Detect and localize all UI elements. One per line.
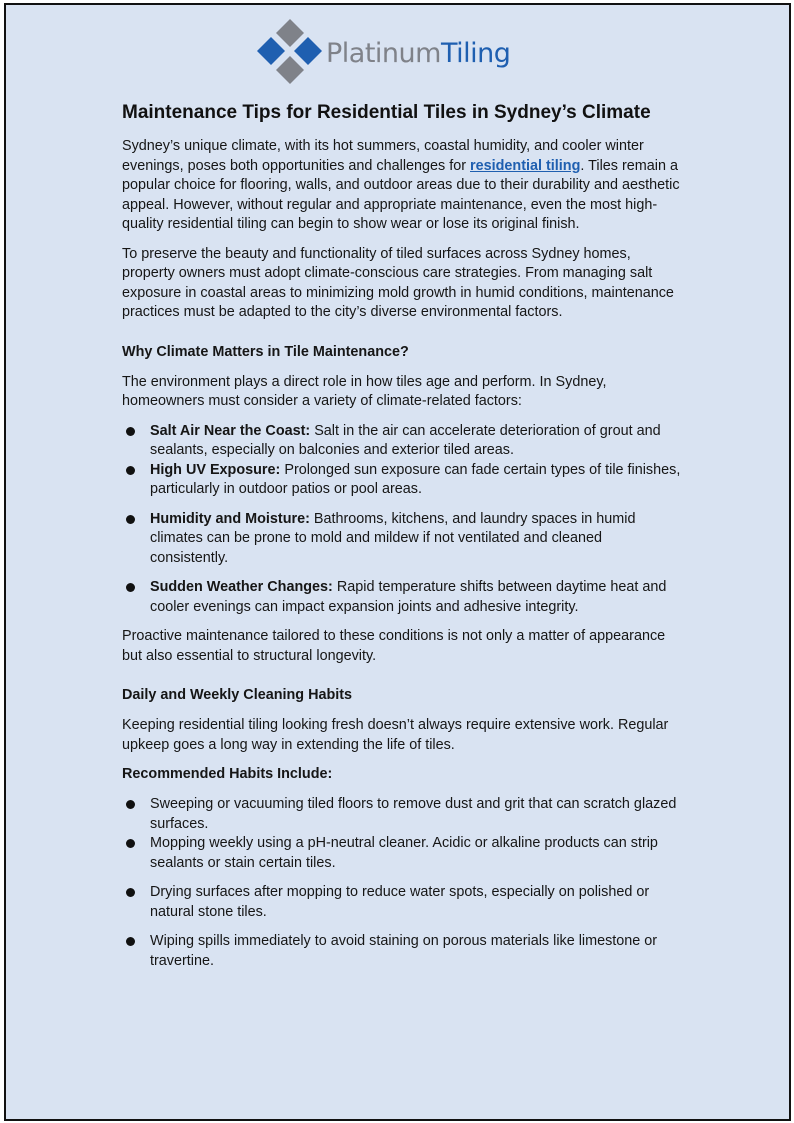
- bullet-text: Mopping weekly using a pH-neutral cleaner. Acidic or alkaline products can strip sealants or stain certain tiles.: [150, 835, 658, 871]
- bullet-text: Prolonged sun exposure can fade certain types of tile finishes, particularly in outdoor patios or pool areas.: [150, 461, 681, 497]
- cleaning-habits-list: [122, 795, 682, 971]
- bullet-icon: [126, 800, 135, 809]
- bullet-icon: [126, 427, 135, 436]
- bullet-icon: [126, 839, 135, 848]
- page-title: Maintenance Tips for Residential Tiles in Sydney’s Climate: [122, 102, 651, 123]
- list-item: [122, 932, 682, 971]
- intro-text-after: . Tiles remain a popular choice for flooring, walls, and outdoor areas due to their durability and aesthetic appeal. However, without regular and appropriate maintenance, even the most high-quality residential tiling can begin to show wear or lose its original finish.: [122, 157, 680, 232]
- section-1-closing: Proactive maintenance tailored to these conditions is not only a matter of appearance but also essential to structural longevity.: [122, 628, 666, 664]
- bullet-text: Drying surfaces after mopping to reduce water spots, especially on polished or natural stone tiles.: [150, 884, 650, 920]
- list-item: [122, 578, 682, 617]
- bullet-label: High UV Exposure:: [150, 461, 281, 478]
- list-item: [122, 883, 682, 922]
- article-body: [122, 101, 682, 981]
- bullet-text: Bathrooms, kitchens, and laundry spaces in humid climates can be prone to mold and mildew if not ventilated and cleaned consistently.: [150, 510, 636, 566]
- bullet-label: Humidity and Moisture:: [150, 510, 310, 527]
- bullet-text: Sweeping or vacuuming tiled floors to remove dust and grit that can scratch glazed surfaces.: [150, 796, 677, 832]
- residential-tiling-link[interactable]: residential tiling: [470, 157, 581, 174]
- subheading-recommended-habits: Recommended Habits Include:: [122, 766, 333, 782]
- list-item: [122, 834, 682, 873]
- section-1-intro: The environment plays a direct role in how tiles age and perform. In Sydney, homeowners must consider a variety of climate-related factors:: [122, 373, 607, 409]
- logo-word-platinum: Platinum: [326, 38, 441, 69]
- bullet-icon: [126, 888, 135, 897]
- list-item: [122, 461, 682, 500]
- bullet-text: Rapid temperature shifts between daytime heat and cooler evenings can impact expansion joints and adhesive integrity.: [150, 579, 667, 615]
- bullet-icon: [126, 466, 135, 475]
- bullet-label: Salt Air Near the Coast:: [150, 422, 311, 439]
- bullet-icon: [126, 937, 135, 946]
- document-page: [4, 3, 791, 1121]
- list-item: [122, 510, 682, 569]
- section-2-intro: Keeping residential tiling looking fresh doesn’t always require extensive work. Regular upkeep goes a long way in extending the life of tiles.: [122, 717, 669, 753]
- logo-word-tiling: Tiling: [440, 38, 511, 69]
- logo-wordmark: [326, 39, 510, 69]
- intro-text-before: Sydney’s unique climate, with its hot summers, coastal humidity, and cooler winter evenings, poses both opportunities and challenges for: [122, 138, 644, 174]
- bullet-label: Sudden Weather Changes:: [150, 579, 333, 595]
- logo-diamond-icon: [253, 19, 323, 85]
- list-item: [122, 422, 682, 461]
- section-heading-climate: Why Climate Matters in Tile Maintenance?: [122, 343, 409, 360]
- intro-paragraph: [122, 137, 682, 235]
- climate-factors-list: [122, 422, 682, 618]
- section-heading-cleaning: Daily and Weekly Cleaning Habits: [122, 687, 353, 703]
- paragraph-2: To preserve the beauty and functionality of tiled surfaces across Sydney homes, property owners must adopt climate-conscious care strategies. From managing salt exposure in coastal areas to minimizing mold growth in humid conditions, maintenance practices must be adapted to the city’s diverse environmental factors.: [122, 245, 674, 320]
- logo: [253, 19, 553, 85]
- bullet-icon: [126, 515, 135, 524]
- list-item: [122, 795, 682, 834]
- bullet-icon: [126, 583, 135, 592]
- bullet-text: Wiping spills immediately to avoid staining on porous materials like limestone or travertine.: [150, 933, 658, 969]
- bullet-text: Salt in the air can accelerate deterioration of grout and sealants, especially on balconies and exterior tiled areas.: [150, 422, 661, 458]
